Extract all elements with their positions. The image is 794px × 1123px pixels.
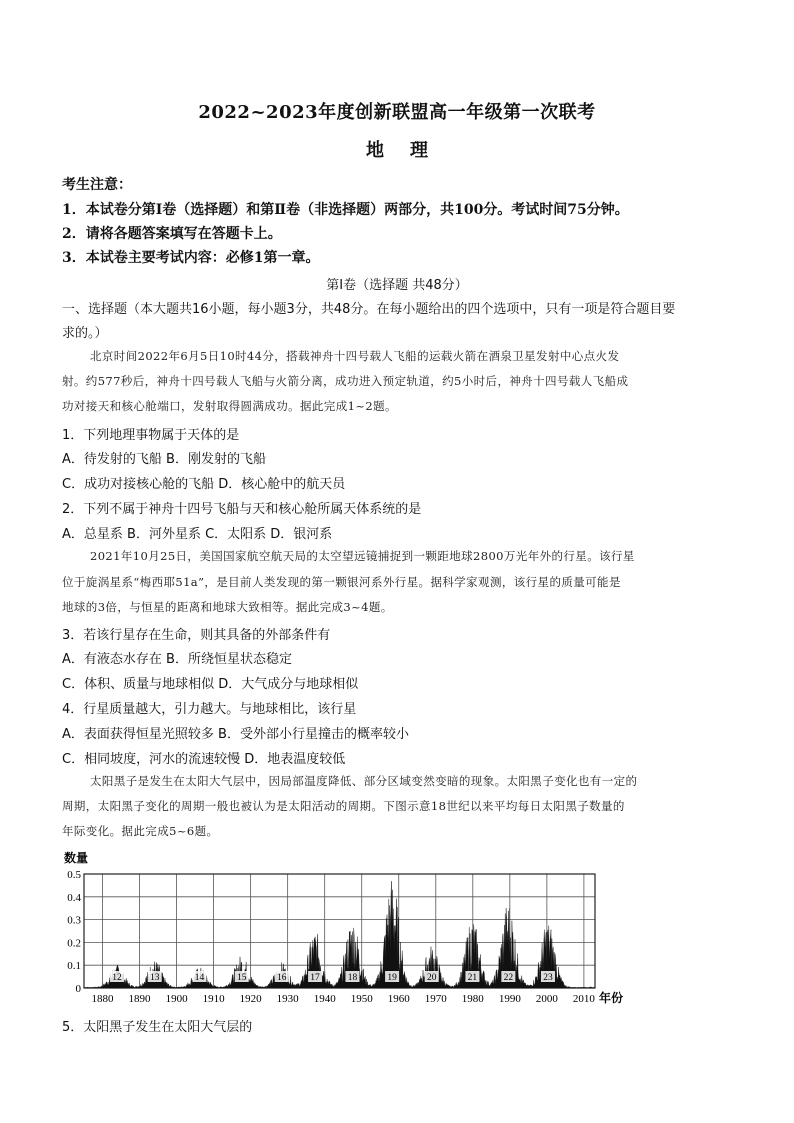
notice-item-3: 3．本试卷主要考试内容：必修1第一章。: [62, 250, 320, 266]
question-1-stem: 1．下列地理事物属于天体的是: [62, 428, 240, 443]
x-tick-label: 1910: [202, 993, 225, 1005]
y-tick-label: 0.1: [67, 960, 81, 973]
y-tick-label: 0: [75, 983, 81, 995]
plot-frame: [84, 874, 595, 988]
material-3-line-3: 年际变化。据此完成5~6题。: [62, 824, 219, 838]
exam-title: 2022~2023年度创新联盟高一年级第一次联考: [198, 102, 596, 123]
x-tick-label: 1890: [128, 993, 151, 1005]
y-axis-label: 数量: [64, 851, 89, 865]
material-2-line-3: 地球的3倍，与恒星的距离和地球大致相等。据此完成3~4题。: [62, 600, 393, 614]
cycle-label: 17: [310, 973, 320, 983]
x-axis-label: 年份: [599, 991, 624, 1005]
material-3-line-1: 太阳黑子是发生在太阳大气层中，因局部温度降低、部分区域变然变暗的现象。太阳黑子变化也有一定的: [90, 774, 638, 788]
x-tick-label: 1960: [387, 993, 410, 1005]
cycle-label: 22: [503, 973, 514, 983]
x-tick-label: 1880: [91, 993, 114, 1005]
material-1-line-1: 北京时间2022年6月5日10时44分，搭载神舟十四号载人飞船的运载火箭在酒泉卫星发射中心点火发: [90, 349, 620, 363]
y-tick-label: 0.2: [67, 937, 81, 950]
sunspot-chart-svg: [62, 846, 662, 1006]
question-2-stem: 2．下列不属于神舟十四号飞船与天和核心舱所属天体系统的是: [62, 502, 422, 517]
question-4-stem: 4．行星质量越大，引力越大。与地球相比，该行星: [62, 702, 357, 717]
cycle-label: 14: [194, 973, 205, 983]
material-1-line-3: 功对接天和核心舱端口，发射取得圆满成功。据此完成1~2题。: [62, 399, 397, 413]
question-2-options: A．总星系 B．河外星系 C．太阳系 D．银河系: [62, 527, 333, 542]
x-tick-label: 1990: [498, 993, 521, 1005]
cycle-label: 15: [236, 973, 247, 983]
x-tick-label: 1970: [424, 993, 447, 1005]
material-1-line-2: 射。约577秒后，神舟十四号载人飞船与火箭分离，成功进入预定轨道，约5小时后，神舟十四号载人飞船成: [62, 374, 629, 388]
section-instructions-line-1: 一、选择题（本大题共16小题，每小题3分，共48分。在每小题给出的四个选项中，只有一项是符合题目要: [62, 302, 676, 317]
cycle-label: 16: [276, 973, 287, 983]
cycle-label: 12: [112, 973, 122, 983]
notice-item-1: 1．本试卷分第Ⅰ卷（选择题）和第Ⅱ卷（非选择题）两部分，共100分。考试时间75分钟。: [62, 202, 629, 218]
cycle-label: 13: [149, 973, 160, 983]
cycle-label: 18: [347, 973, 358, 983]
subject-title: 地理: [366, 140, 454, 161]
x-tick-label: 1950: [350, 993, 373, 1005]
x-tick-label: 1930: [276, 993, 299, 1005]
x-tick-label: 1940: [313, 993, 336, 1005]
section-instructions-line-2: 求的。）: [62, 326, 108, 341]
notice-item-2: 2．请将各题答案填写在答题卡上。: [62, 226, 282, 242]
material-3-line-2: 周期，太阳黑子变化的周期一般也被认为是太阳活动的周期。下图示意18世纪以来平均每日太阳黑子数量的: [62, 799, 625, 813]
x-tick-label: 2000: [535, 993, 558, 1005]
question-3-options-cd: C．体积、质量与地球相似 D．大气成分与地球相似: [62, 677, 359, 692]
question-5-stem: 5．太阳黑子发生在太阳大气层的: [62, 1020, 253, 1035]
cycle-label: 23: [543, 973, 553, 983]
sunspot-chart: [62, 846, 662, 1010]
question-4-options-cd: C．相同坡度，河水的流速较慢 D．地表温度较低: [62, 752, 346, 767]
question-3-stem: 3．若该行星存在生命，则其具备的外部条件有: [62, 628, 331, 643]
x-tick-label: 2010: [572, 993, 595, 1005]
material-2-line-1: 2021年10月25日，美国国家航空航天局的太空望远镜捕捉到一颗距地球2800万光年外的行星。该行星: [90, 549, 635, 563]
question-1-options-ab: A．待发射的飞船 B．刚发射的飞船: [62, 452, 266, 467]
x-tick-label: 1900: [165, 993, 188, 1005]
y-tick-label: 0.3: [67, 914, 81, 927]
question-4-options-ab: A．表面获得恒星光照较多 B．受外部小行星撞击的概率较小: [62, 727, 409, 742]
y-tick-label: 0.5: [67, 869, 81, 881]
section-title: 第Ⅰ卷（选择题 共48分）: [326, 278, 468, 293]
cycle-label: 21: [467, 973, 478, 983]
cycle-label: 20: [426, 973, 437, 983]
cycle-label: 19: [387, 973, 397, 983]
y-tick-label: 0.4: [67, 891, 81, 904]
x-tick-label: 1980: [461, 993, 484, 1005]
question-1-options-cd: C．成功对接核心舱的飞船 D．核心舱中的航天员: [62, 477, 346, 492]
x-tick-label: 1920: [239, 993, 262, 1005]
question-3-options-ab: A．有液态水存在 B．所绕恒星状态稳定: [62, 652, 292, 667]
notice-heading: 考生注意：: [62, 177, 132, 193]
material-2-line-2: 位于旋涡星系“梅西耶51a”，是目前人类发现的第一颗银河系外行星。据科学家观测，该行星的质量可能是: [62, 575, 621, 589]
